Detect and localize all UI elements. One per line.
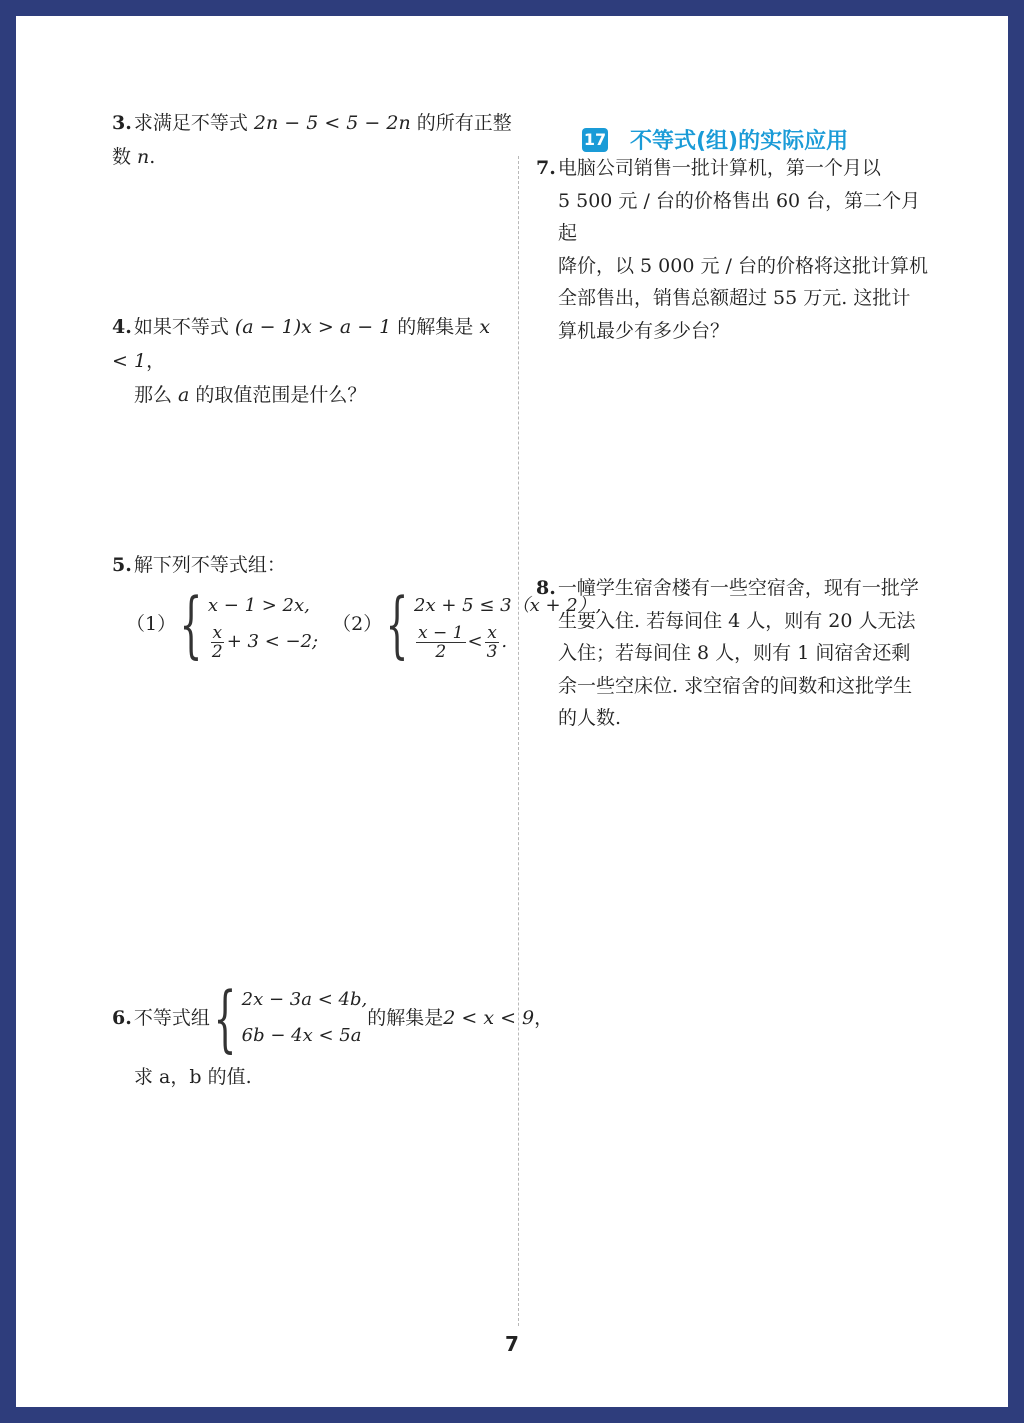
inequality-system-1: { x − 1 > 2x, $\frac{x}{2}$ + 3 < −2;	[179, 582, 319, 666]
brace: {	[213, 976, 237, 1060]
fraction: $\frac{x}{3}$	[486, 622, 498, 662]
brace: {	[385, 582, 409, 666]
question-number: 7.	[536, 157, 556, 179]
column-divider	[518, 156, 519, 1326]
question-number: 4.	[112, 316, 132, 338]
inequality-system-2: { 2x + 5 ≤ 3（x + 2）, $\frac{x - 1}{2}$ < $\frac{x}{3}$ .	[385, 582, 602, 666]
question-5: 5. 解下列不等式组： （1） { x − 1 > 2x, $\frac{x}{2}$ + 3 < −2; （2） { 2x + 5 ≤ 3（x + 2）, $\frac{x - 1}{2}$ < $\frac{x}{3}$ .	[112, 554, 602, 666]
part-label: （2）	[332, 613, 383, 635]
fraction: $\frac{x}{2}$	[211, 622, 223, 662]
question-8: 8. 一幢学生宿舍楼有一些空宿舍，现有一批学 生要入住. 若每间住 4 人，则有 20 人无法 入住；若每间住 8 人，则有 1 间宿舍还剩 余一些空床位. 求空宿舍的间数和这批学生 的人数.	[536, 577, 919, 729]
question-6: 6. 不等式组 { 2x − 3a < 4b, 6b − 4x < 5a 的解集是 2 < x < 9 ， 求 a，b 的值.	[112, 976, 554, 1088]
math-expression: 2 < x < 9	[443, 1007, 535, 1029]
math-expression: (a − 1)x > a − 1	[234, 316, 392, 338]
section-number-badge: 17	[582, 128, 608, 152]
question-number: 8.	[536, 577, 556, 599]
worksheet-page	[16, 16, 1008, 1407]
page-number: 7	[505, 1332, 519, 1356]
section-header	[582, 124, 848, 155]
question-4: 4. 如果不等式 (a − 1)x > a − 1 的解集是 x < 1， 那么 a 的取值范围是什么？	[112, 316, 491, 406]
question-number: 6.	[112, 1007, 132, 1029]
question-number: 5.	[112, 554, 132, 576]
question-number: 3.	[112, 112, 132, 134]
part-label: （1）	[126, 613, 177, 635]
question-3: 3. 求满足不等式 2n − 5 < 5 − 2n 的所有正整数 n.	[112, 112, 512, 168]
section-title: 不等式(组)的实际应用	[630, 129, 849, 154]
fraction: $\frac{x - 1}{2}$	[418, 622, 464, 662]
math-expression: 2n − 5 < 5 − 2n	[253, 112, 411, 134]
math-expression: x < 1	[112, 316, 491, 372]
brace: {	[179, 582, 203, 666]
question-7: 7. 电脑公司销售一批计算机，第一个月以 5 500 元 / 台的价格售出 60 台，第二个月起 降价，以 5 000 元 / 台的价格将这批计算机 全部售出，销售总额超过 55 万元. 这批计 算机最少有多少台？	[536, 157, 928, 342]
inequality-system: { 2x − 3a < 4b, 6b − 4x < 5a	[213, 976, 368, 1060]
